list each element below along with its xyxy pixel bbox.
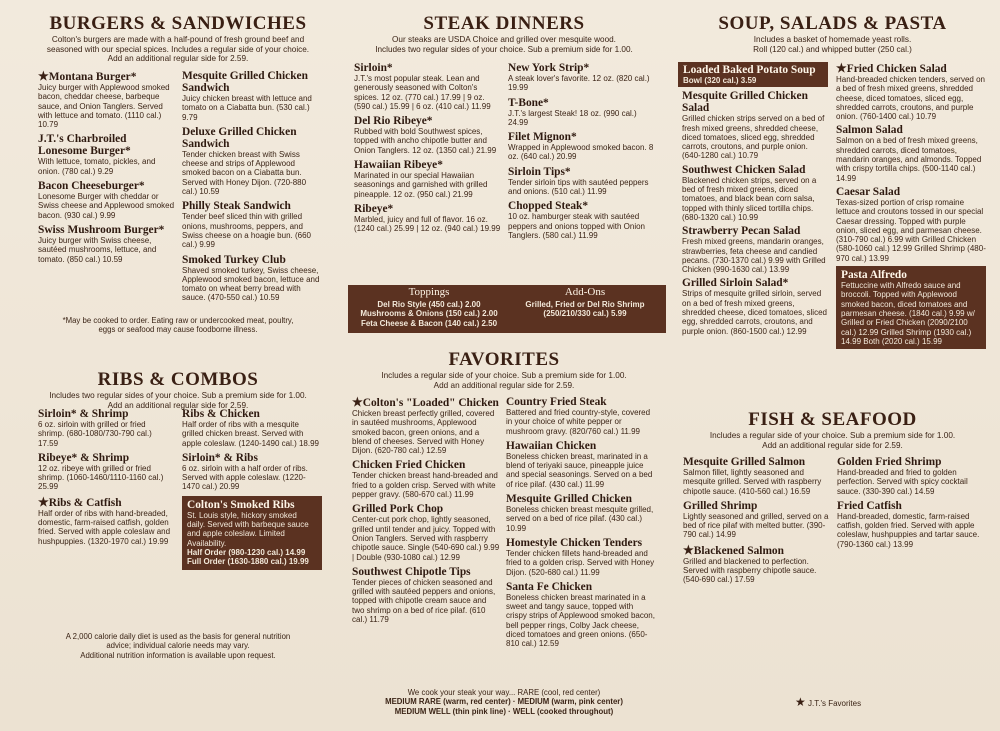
item-desc: Tender beef sliced thin with grilled onions, mushrooms, peppers, and Swiss cheese on a hoagie bun. (660 cal.) 9.99	[182, 212, 311, 250]
menu-item	[506, 537, 656, 577]
item-name: Ribs & Chicken	[182, 408, 260, 420]
menu-item	[837, 456, 987, 496]
favorites-legend	[795, 697, 915, 709]
burgers-intro	[28, 35, 328, 64]
item-name: Homestyle Chicken Tenders	[506, 536, 643, 549]
item-desc: Battered and fried country-style, covered in your choice of white pepper or mushroom gravy. (820/760 cal.) 11.99	[506, 408, 651, 436]
menu-item	[38, 133, 176, 176]
intro-line: Colton's burgers are made with a half-pound of fresh ground beef and	[51, 35, 305, 44]
warning-line: *May be cooked to order. Eating raw or undercooked meat, poultry,	[62, 316, 294, 325]
menu-item	[354, 115, 502, 155]
item-desc: Shaved smoked turkey, Swiss cheese, Applewood smoked bacon, lettuce and tomato on wheat berry bread with sauce. (470-550 cal.) 10.59	[182, 265, 320, 303]
item-desc: Strips of mesquite grilled sirloin, served on a bed of fresh mixed greens, shredded cheese, diced tomatoes, sliced egg, shredded carrots, croutons, and purple onion. (860-1500 cal.) 12.99	[682, 289, 827, 336]
item-desc: Wrapped in Applewood smoked bacon. 8 oz. (640 cal.) 20.99	[508, 143, 654, 162]
toppings-title: Toppings	[408, 286, 450, 298]
favorites-right-col	[506, 396, 656, 649]
menu-item	[38, 70, 176, 129]
item-desc: Lightly seasoned and grilled, served on a bed of rice pilaf with melted butter. (390-790 cal.) 14.99	[683, 511, 829, 540]
item-desc: Tender chicken breast with Swiss cheese and strips of Applewood smoked bacon on a Ciabatta bun. Served with Honey Dijon. (720-880 cal.) 10.59	[182, 149, 307, 197]
steak-right-col	[508, 62, 656, 240]
toppings-block	[354, 288, 504, 328]
menu-item	[38, 408, 174, 448]
item-desc: Boneless chicken breast mesquite grilled, served on a bed of rice pilaf. (430 cal.) 10.99	[506, 505, 654, 533]
item-name: Santa Fe Chicken	[506, 580, 593, 593]
item-name: Ribeye* & Shrimp	[38, 451, 130, 464]
item-desc: Boneless chicken breast marinated in a sweet and tangy sauce, topped with crispy strips of Applewood smoked bacon, bell pepper rings, Colby Jack cheese, diced tomatoes and green onions. (650-810 cal.) 12.59	[506, 592, 655, 649]
intro-line: seasoned with our special spices. Includes a regular side of your choice.	[46, 44, 310, 54]
item-name: Deluxe Grilled Chicken Sandwich	[182, 125, 297, 150]
item-name: New York Strip*	[508, 62, 590, 74]
menu-item	[508, 200, 656, 240]
item-desc: Hand-breaded, domestic, farm-raised catfish, golden fried. Served with apple coleslaw, hushpuppies and tartar sauce. (790-1360 cal.) 13.99	[837, 511, 980, 549]
burgers-section	[28, 14, 328, 64]
menu-item	[506, 493, 656, 533]
menu-item	[352, 566, 500, 624]
item-desc: Grilled chicken strips served on a bed of fresh mixed greens, shredded cheese, diced tomatoes, sliced egg, shredded carrots, croutons, and purple onion. (640-1280 cal.) 10.79	[682, 114, 825, 161]
burgers-right-col	[182, 70, 322, 303]
fish-right-col	[837, 456, 987, 549]
item-name: Mesquite Grilled Salmon	[683, 456, 806, 468]
item-desc: Juicy burger with Applewood smoked bacon, cheddar cheese, barbeque sauce, and Onion Tanglers. Served with lettuce and tomato. (1110 cal.) 10.79	[38, 83, 170, 130]
item-name: Colton's Smoked Ribs	[187, 498, 295, 511]
intro-line: Includes a basket of homemade yeast rolls.	[753, 35, 912, 44]
item-name: Ribeye*	[354, 202, 394, 215]
item-desc: Fettuccine with Alfredo sauce and broccoli. Topped with Applewood smoked bacon, diced tomatoes and parmesan cheese. (1840 cal.) 9.99 w/ Grilled or Fried Chicken (2090/2100 cal.) 12.99 Grilled Shrimp (1930 cal.) 14.99 Both (2020 cal.) 15.99	[841, 281, 975, 346]
item-name: Grilled Shrimp	[683, 499, 758, 512]
menu-item	[508, 131, 656, 162]
menu-item	[678, 164, 828, 222]
item-name: Filet Mignon*	[508, 131, 577, 144]
fish-intro	[675, 431, 990, 450]
intro-line: Includes two regular sides of your choice. Sub a premium side for 1.00.	[49, 391, 307, 400]
steak-left-col	[354, 62, 502, 234]
item-name: Hawaiian Ribeye*	[354, 159, 443, 172]
steak-intro	[345, 35, 663, 54]
item-name: Swiss Mushroom Burger*	[38, 223, 165, 236]
item-name: Mesquite Grilled Chicken Sandwich	[182, 70, 308, 94]
menu-item	[38, 224, 176, 264]
item-desc: 10 oz. hamburger steak with sautéed peppers and onions topped with Onion Tanglers. (580 cal.) 11.99	[508, 212, 645, 240]
intro-line: Roll (120 cal.) and whipped butter (250 cal.)	[753, 44, 912, 54]
star-icon: ★	[352, 395, 363, 409]
item-name: Sirloin* & Ribs	[182, 451, 258, 464]
menu-item	[182, 200, 322, 249]
item-desc: Grilled and blackened to perfection. Served with raspberry chipotle sauce. (540-690 cal.) 17.59	[683, 556, 817, 585]
menu-item	[352, 503, 500, 561]
menu-item	[683, 456, 829, 496]
item-desc: Center-cut pork chop, lightly seasoned, grilled until tender and juicy. Topped with Onion Tanglers. Served with raspberry chipotle sauce. Single (540-690 cal.) 9.99 | Double (930-1080 cal.) 12.99	[352, 515, 500, 562]
topping-line: Mushrooms & Onions (150 cal.) 2.00	[360, 309, 498, 318]
item-name: Sirloin Tips*	[508, 165, 571, 178]
item-name: Sirloin*	[354, 62, 393, 74]
item-name: J.T.'s Charbroiled Lonesome Burger*	[38, 133, 131, 158]
item-desc: Boneless chicken breast, marinated in a blend of teriyaki sauce, pineapple juice and special seasonings. Served on a bed of rice pilaf. (430 cal.) 11.99	[506, 451, 653, 489]
smoked-ribs-box	[182, 496, 322, 570]
menu-item	[508, 166, 656, 197]
item-desc: 6 oz. sirloin with a half order of ribs. Served with apple coleslaw. (1220-1470 cal.) 20.99	[182, 463, 308, 492]
menu-item	[678, 225, 828, 274]
note-line: A 2,000 calorie daily diet is used as the basis for general nutrition	[65, 632, 291, 641]
item-desc: Salmon on a bed of fresh mixed greens, shredded carrots, diced tomatoes, mandarin oranges, and almonds. Topped with crispy tortilla chips. (500-1140 cal.) 14.99	[836, 136, 982, 183]
menu-item	[506, 396, 656, 436]
item-desc: A steak lover's favorite. 12 oz. (820 cal.) 19.99	[508, 74, 650, 93]
potato-soup-box	[678, 62, 828, 87]
item-name: Smoked Turkey Club	[182, 253, 286, 266]
item-desc: Tender chicken breast hand-breaded and fried to a golden crisp. Served with white pepper gravy. (580-670 cal.) 11.99	[352, 471, 498, 500]
steak-section	[345, 14, 663, 54]
ribs-left-col	[38, 408, 174, 546]
fish-title: FISH & SEAFOOD	[748, 409, 917, 430]
star-icon: ★	[683, 542, 694, 557]
menu-item	[506, 440, 656, 489]
ribs-section	[28, 370, 328, 410]
note-line: advice; individual calorie needs may vary.	[106, 641, 250, 651]
burgers-title: BURGERS & SANDWICHES	[49, 13, 307, 34]
item-desc: St. Louis style, hickory smoked daily. Served with barbeque sauce and apple coleslaw. Limited Availability.	[187, 510, 309, 548]
star-icon: ★	[836, 61, 847, 75]
menu-item	[683, 500, 829, 540]
item-desc: Tender pieces of chicken seasoned and grilled with sautéed peppers and onions, topped with chipotle cream sauce and two shrimp on a bed of rice pilaf. (610 cal.) 11.79	[352, 577, 496, 625]
favorites-title: FAVORITES	[448, 349, 560, 370]
warning-line: eggs or seafood may cause foodborne illness.	[98, 325, 258, 335]
item-desc: Hand-breaded chicken tenders, served on a bed of fresh mixed greens, shredded cheese, diced tomatoes, sliced egg, shredded carrots, croutons, and purple onion. (760-1400 cal.) 10.79	[836, 75, 985, 122]
item-name: Pasta Alfredo	[841, 269, 907, 282]
item-desc: Rubbed with bold Southwest spices, topped with ancho chipotle butter and Onion Tanglers. 12 oz. (1350 cal.) 21.99	[354, 127, 497, 155]
item-name: Loaded Baked Potato Soup	[683, 64, 816, 76]
soup-title: SOUP, SALADS & PASTA	[718, 13, 947, 34]
menu-item	[836, 186, 986, 263]
item-name: Mesquite Grilled Chicken Salad	[682, 90, 808, 115]
intro-line: Includes a regular side of your choice. Sub a premium side for 1.00.	[381, 371, 627, 380]
item-name: Fried Catfish	[837, 499, 902, 512]
intro-line: Add an additional regular side for 2.59.	[762, 440, 903, 450]
burgers-left-col	[38, 70, 176, 264]
item-name: Colton's "Loaded" Chicken	[362, 397, 499, 409]
menu-item	[836, 124, 986, 182]
star-icon: ★	[38, 494, 49, 509]
menu-item	[182, 70, 322, 122]
item-desc: 6 oz. sirloin with grilled or fried shrimp. (680-1080/730-790 cal.) 17.59	[38, 420, 152, 448]
item-desc: J.T.'s largest Steak! 18 oz. (990 cal.) 24.99	[508, 108, 637, 127]
fish-left-col	[683, 456, 829, 585]
item-name: Caesar Salad	[836, 185, 901, 198]
item-desc: Marinated in our special Hawaiian seasonings and garnished with grilled pineapple. 12 oz. (950 cal.) 21.99	[354, 171, 488, 199]
item-name: Grilled Pork Chop	[352, 503, 444, 516]
note-line: Additional nutrition information is available upon request.	[80, 650, 276, 660]
item-desc: Hand-breaded and fried to golden perfection. Served with spicy cocktail sauce. (330-390 cal.) 14.59	[837, 468, 968, 496]
soup-right-col	[836, 62, 986, 349]
item-name: Fried Chicken Salad	[846, 63, 947, 75]
doneness-line: We cook your steak your way... RARE (cool, red center)	[407, 688, 601, 697]
item-desc: Salmon fillet, lightly seasoned and mesquite grilled. Served with raspberry chipotle sauce. (410-560 cal.) 16.59	[683, 468, 822, 496]
menu-item	[354, 62, 502, 111]
item-name: Montana Burger*	[48, 71, 137, 83]
item-desc: Bowl (320 cal.) 3.59	[683, 76, 757, 85]
item-name: Grilled Sirloin Salad*	[682, 277, 789, 290]
price-line: Full Order (1630-1880 cal.) 19.99	[187, 557, 309, 567]
item-name: Southwest Chipotle Tips	[352, 565, 471, 578]
menu-item	[508, 62, 656, 93]
item-desc: Tender chicken fillets hand-breaded and fried to a golden crisp. Served with Honey Dijon. (520-680 cal.) 11.99	[506, 548, 655, 577]
favorites-intro	[345, 371, 663, 390]
menu-item	[836, 62, 986, 121]
item-name: Hawaiian Chicken	[506, 439, 597, 452]
item-desc: Juicy chicken breast with lettuce and tomato on a Ciabatta bun. (530 cal.) 9.79	[182, 94, 312, 122]
steak-title: STEAK DINNERS	[423, 13, 585, 34]
legend-text: J.T.'s Favorites	[808, 699, 862, 708]
ribs-title: RIBS & COMBOS	[97, 369, 259, 390]
addon-line: (250/210/330 cal.) 5.99	[543, 309, 627, 318]
item-name: Bacon Cheeseburger*	[38, 180, 145, 193]
menu-item	[38, 496, 174, 546]
menu-item	[354, 159, 502, 199]
fish-section	[675, 410, 990, 450]
item-name: Golden Fried Shrimp	[837, 456, 942, 468]
menu-item	[837, 500, 987, 549]
doneness-line: MEDIUM WELL (thin pink line) · WELL (cooked throughout)	[394, 706, 614, 716]
star-icon: ★	[795, 695, 806, 709]
soup-intro	[675, 35, 990, 54]
item-name: Blackened Salmon	[693, 544, 784, 557]
item-name: Del Rio Ribeye*	[354, 115, 433, 128]
menu-item	[352, 396, 500, 455]
nutrition-note	[28, 632, 328, 660]
star-icon: ★	[38, 69, 49, 83]
favorites-left-col	[352, 396, 500, 624]
item-name: Country Fried Steak	[506, 396, 607, 408]
menu-item	[354, 203, 502, 234]
item-desc: Half order of ribs with a mesquite grilled chicken breast. Served with apple coleslaw. (1240-1490 cal.) 18.99	[182, 420, 319, 448]
item-desc: J.T.'s most popular steak. Lean and generously seasoned with Colton's spices. 12 oz. (770 cal.) 17.99 | 9 oz. (590 cal.) 15.99 | 6 oz. (410 cal.) 11.99	[354, 74, 491, 111]
item-name: Mesquite Grilled Chicken	[506, 493, 632, 506]
menu-item	[182, 452, 322, 492]
steak-doneness	[345, 688, 663, 716]
item-desc: Juicy burger with Swiss cheese, sautéed mushrooms, lettuce, and tomato. (850 cal.) 10.59	[38, 235, 157, 264]
menu-item	[678, 277, 828, 335]
soup-left-col	[678, 62, 828, 336]
price-line: Half Order (980-1230 cal.) 14.99	[187, 547, 306, 557]
item-name: Philly Steak Sandwich	[182, 200, 291, 213]
menu-item	[352, 459, 500, 499]
item-name: Strawberry Pecan Salad	[682, 225, 801, 238]
item-desc: With lettuce, tomato, pickles, and onion. (780 cal.) 9.29	[38, 157, 156, 176]
addons-title: Add-Ons	[564, 286, 606, 298]
soup-section	[675, 14, 990, 54]
addons-block	[510, 288, 660, 319]
intro-line: Add an additional regular side for 2.59.	[107, 54, 249, 64]
menu-item	[38, 180, 176, 220]
topping-line: Feta Cheese & Bacon (140 cal.) 2.50	[360, 318, 498, 328]
menu-item	[38, 452, 174, 492]
menu-item	[508, 97, 656, 128]
favorites-section	[345, 350, 663, 390]
intro-line: Our steaks are USDA Choice and grilled over mesquite wood.	[392, 35, 616, 44]
ribs-right-col	[182, 408, 322, 570]
item-name: Chopped Steak*	[508, 200, 589, 213]
item-desc: Chicken breast perfectly grilled, covered in sautéed mushrooms, Applewood smoked bacon, green onions, and a blend of cheeses. Served with Honey Dijon. (620-780 cal.) 12.59	[352, 409, 495, 456]
item-desc: Fresh mixed greens, mandarin oranges, strawberries, feta cheese and candied pecans. (730-1370 cal.) 9.99 with Grilled Chicken (990-1630 cal.) 13.99	[682, 237, 826, 275]
item-desc: Blackened chicken strips, served on a bed of fresh mixed greens, diced tomatoes, and black bean corn salsa, topped with thinly sliced tortilla chips. (680-1320 cal.) 10.99	[682, 175, 817, 222]
toppings-bar	[348, 285, 666, 333]
item-name: Southwest Chicken Salad	[682, 163, 806, 176]
intro-line: Includes two regular sides of your choice. Sub a premium side for 1.00.	[375, 44, 633, 54]
addon-line: Grilled, Fried or Del Rio Shrimp	[525, 299, 645, 309]
item-desc: Half order of ribs with hand-breaded, domestic, farm-raised catfish, golden fried. Served with apple coleslaw and hushpuppies. (1320-1970 cal.) 19.99	[38, 508, 171, 546]
item-desc: 12 oz. ribeye with grilled or fried shrimp. (1060-1460/1110-1160 cal.) 25.99	[38, 463, 164, 492]
item-name: Sirloin* & Shrimp	[38, 408, 129, 420]
item-name: Ribs & Catfish	[48, 496, 122, 509]
item-desc: Texas-sized portion of crisp romaine lettuce and croutons tossed in our special Caesar dressing. Topped with purple onion, sliced egg, and parmesan cheese. (310-790 cal.) 6.99 with Grilled Chicken (580-1060 cal.) 12.99 Grilled Shrimp (480-970 cal.) 13.99	[836, 197, 986, 263]
menu-item	[678, 90, 828, 160]
item-desc: Lonesome Burger with cheddar or Swiss cheese and Applewood smoked bacon. (930 cal.) 9.99	[38, 192, 175, 220]
intro-line: Includes a regular side of your choice. Sub a premium side for 1.00.	[709, 431, 956, 440]
intro-line: Add an additional regular side for 2.59.	[433, 380, 575, 390]
item-name: T-Bone*	[508, 96, 549, 109]
topping-line: Del Rio Style (450 cal.) 2.00	[377, 299, 481, 309]
item-name: Salmon Salad	[836, 124, 903, 137]
doneness-line: MEDIUM RARE (warm, red center) · MEDIUM (warm, pink center)	[385, 697, 623, 707]
item-name: Chicken Fried Chicken	[352, 459, 466, 472]
menu-item	[182, 408, 322, 448]
menu-item	[182, 126, 322, 196]
pasta-box	[836, 266, 986, 349]
menu-item	[683, 544, 829, 585]
menu-item	[506, 581, 656, 649]
item-desc: Tender sirloin tips with sautéed peppers and onions. (510 cal.) 11.99	[508, 177, 649, 197]
raw-food-warning	[28, 316, 328, 335]
menu-item	[182, 254, 322, 303]
intro-line: Add an additional regular side for 2.59.	[107, 400, 249, 410]
item-desc: Marbled, juicy and full of flavor. 16 oz. (1240 cal.) 25.99 | 12 oz. (940 cal.) 19.99	[354, 214, 501, 234]
